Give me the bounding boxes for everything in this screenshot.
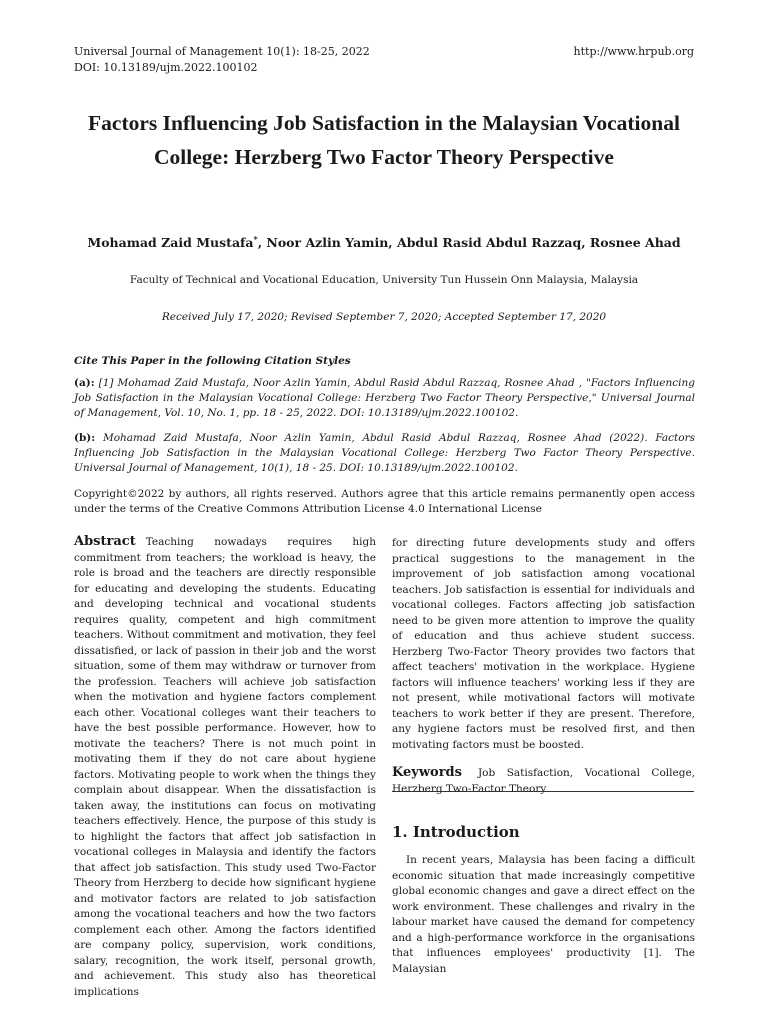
other-authors: , Noor Azlin Yamin, Abdul Rasid Abdul Razzaq, Rosnee Ahad (257, 235, 681, 251)
corresponding-mark: * (253, 234, 258, 244)
affiliation: Faculty of Technical and Vocational Education, University Tun Hussein Onn Malaysia, Malaysia (129, 274, 639, 286)
running-header (74, 44, 370, 76)
keywords-label: Keywords (392, 765, 462, 780)
abstract-text-left: Teaching nowadays requires high commitment from teachers; the workload is heavy, the role is broad and the teachers are directly responsible for educating and developing the students. Educating and developing technical and vocational students requires quality, competent and high commitment teachers. Without commitment and motivation, they feel dissatisfied, or lack of passion in their job and the worst situation, some of them may withdraw or turnover from the profession. Teachers will achieve job satisfaction when the motivation and hygiene factors complement each other. Vocational colleges want their teachers to have the best possible performance. However, how to motivate the teachers? There is not much point in motivating them if they do not care about hygiene factors. Motivating people to work when the things they complain about disappear. When the dissatisfaction is taken away, the institutions can focus on motivating teachers effectively. Hence, the purpose of this study is to highlight the factors that affect job satisfaction in vocational colleges in Malaysia and identify the factors that affect job satisfaction. This study used Two-Factor Theory from Herzberg to decide how significant hygiene and motivator factors are related to job satisfaction among the vocational teachers and how the two factors complement each other. Among the factors identified are company policy, supervision, work conditions, salary, recognition, the work itself, personal growth, and achievement. This study also has theoretical implications (74, 536, 376, 998)
abstract-label: Abstract (74, 534, 136, 549)
citation-a-label: (a): (74, 377, 95, 389)
journal-url[interactable]: http://www.hrpub.org (573, 45, 694, 58)
citation-b-label: (b): (74, 432, 96, 444)
journal-citation: Universal Journal of Management 10(1): 18-25, 2022 (74, 45, 370, 58)
citation-heading: Cite This Paper in the following Citation Styles (74, 355, 351, 367)
citation-b-text: Mohamad Zaid Mustafa, Noor Azlin Yamin, Abdul Rasid Abdul Razzaq, Rosnee Ahad (2022). Factors Influencing Job Satisfaction in the Malaysian Vocational College: Herzberg Two Factor Theory Perspective. Universal Journal of Management, 10(1), 18 - 25. DOI: 10.13189/ujm.2022.100102. (74, 432, 695, 474)
abstract-text-right: for directing future developments study and offers practical suggestions to the management in the improvement of job satisfaction among vocational teachers. Job satisfaction is essential for individuals and vocational colleges. Factors affecting job satisfaction need to be given more attention to improve the quality of education and thus achieve student success. Herzberg Two-Factor Theory provides two factors that affect teachers' motivation in the workplace. Hygiene factors will influence teachers' working less if they are not present, while motivational factors will motivate teachers to work better if they are present. Therefore, any hygiene factors must be resolved first, and then motivating factors must be boosted. (392, 537, 695, 751)
abstract-left-column (74, 534, 376, 1000)
citation-style-b (74, 431, 695, 476)
keywords-text: Job Satisfaction, Vocational College, Herzberg Two-Factor Theory (392, 767, 695, 795)
introduction-heading: 1. Introduction (392, 823, 520, 841)
author-list (60, 234, 708, 250)
abstract-right-column (392, 536, 695, 797)
section-divider (392, 791, 694, 792)
submission-dates: Received July 17, 2020; Revised September 7, 2020; Accepted September 17, 2020 (161, 311, 607, 323)
citation-a-text: [1] Mohamad Zaid Mustafa, Noor Azlin Yamin, Abdul Rasid Abdul Razzaq, Rosnee Ahad , "Factors Influencing Job Satisfaction in the Malaysian Vocational College: Herzberg Two Factor Theory Perspective," Universal Journal of Management, Vol. 10, No. 1, pp. 18 - 25, 2022. DOI: 10.13189/ujm.2022.100102. (74, 377, 695, 419)
citation-style-a (74, 376, 695, 421)
journal-doi: DOI: 10.13189/ujm.2022.100102 (74, 61, 258, 74)
copyright-notice: Copyright©2022 by authors, all rights reserved. Authors agree that this article remains permanently open access under the terms of the Creative Commons Attribution License 4.0 International License (74, 488, 695, 515)
first-author: Mohamad Zaid Mustafa (87, 235, 254, 251)
introduction-text: In recent years, Malaysia has been facing a difficult economic situation that made increasingly competitive global economic changes and gave a direct effect on the work environment. These challenges and rivalry in the labour market have caused the demand for competency and a high-performance workforce in the organisations that influences employees' productivity [1]. The Malaysian (392, 854, 695, 975)
paper-title: Factors Influencing Job Satisfaction in the Malaysian Vocational College: Herzberg Two Factor Theory Perspective (88, 111, 680, 169)
keywords-section (392, 765, 695, 797)
